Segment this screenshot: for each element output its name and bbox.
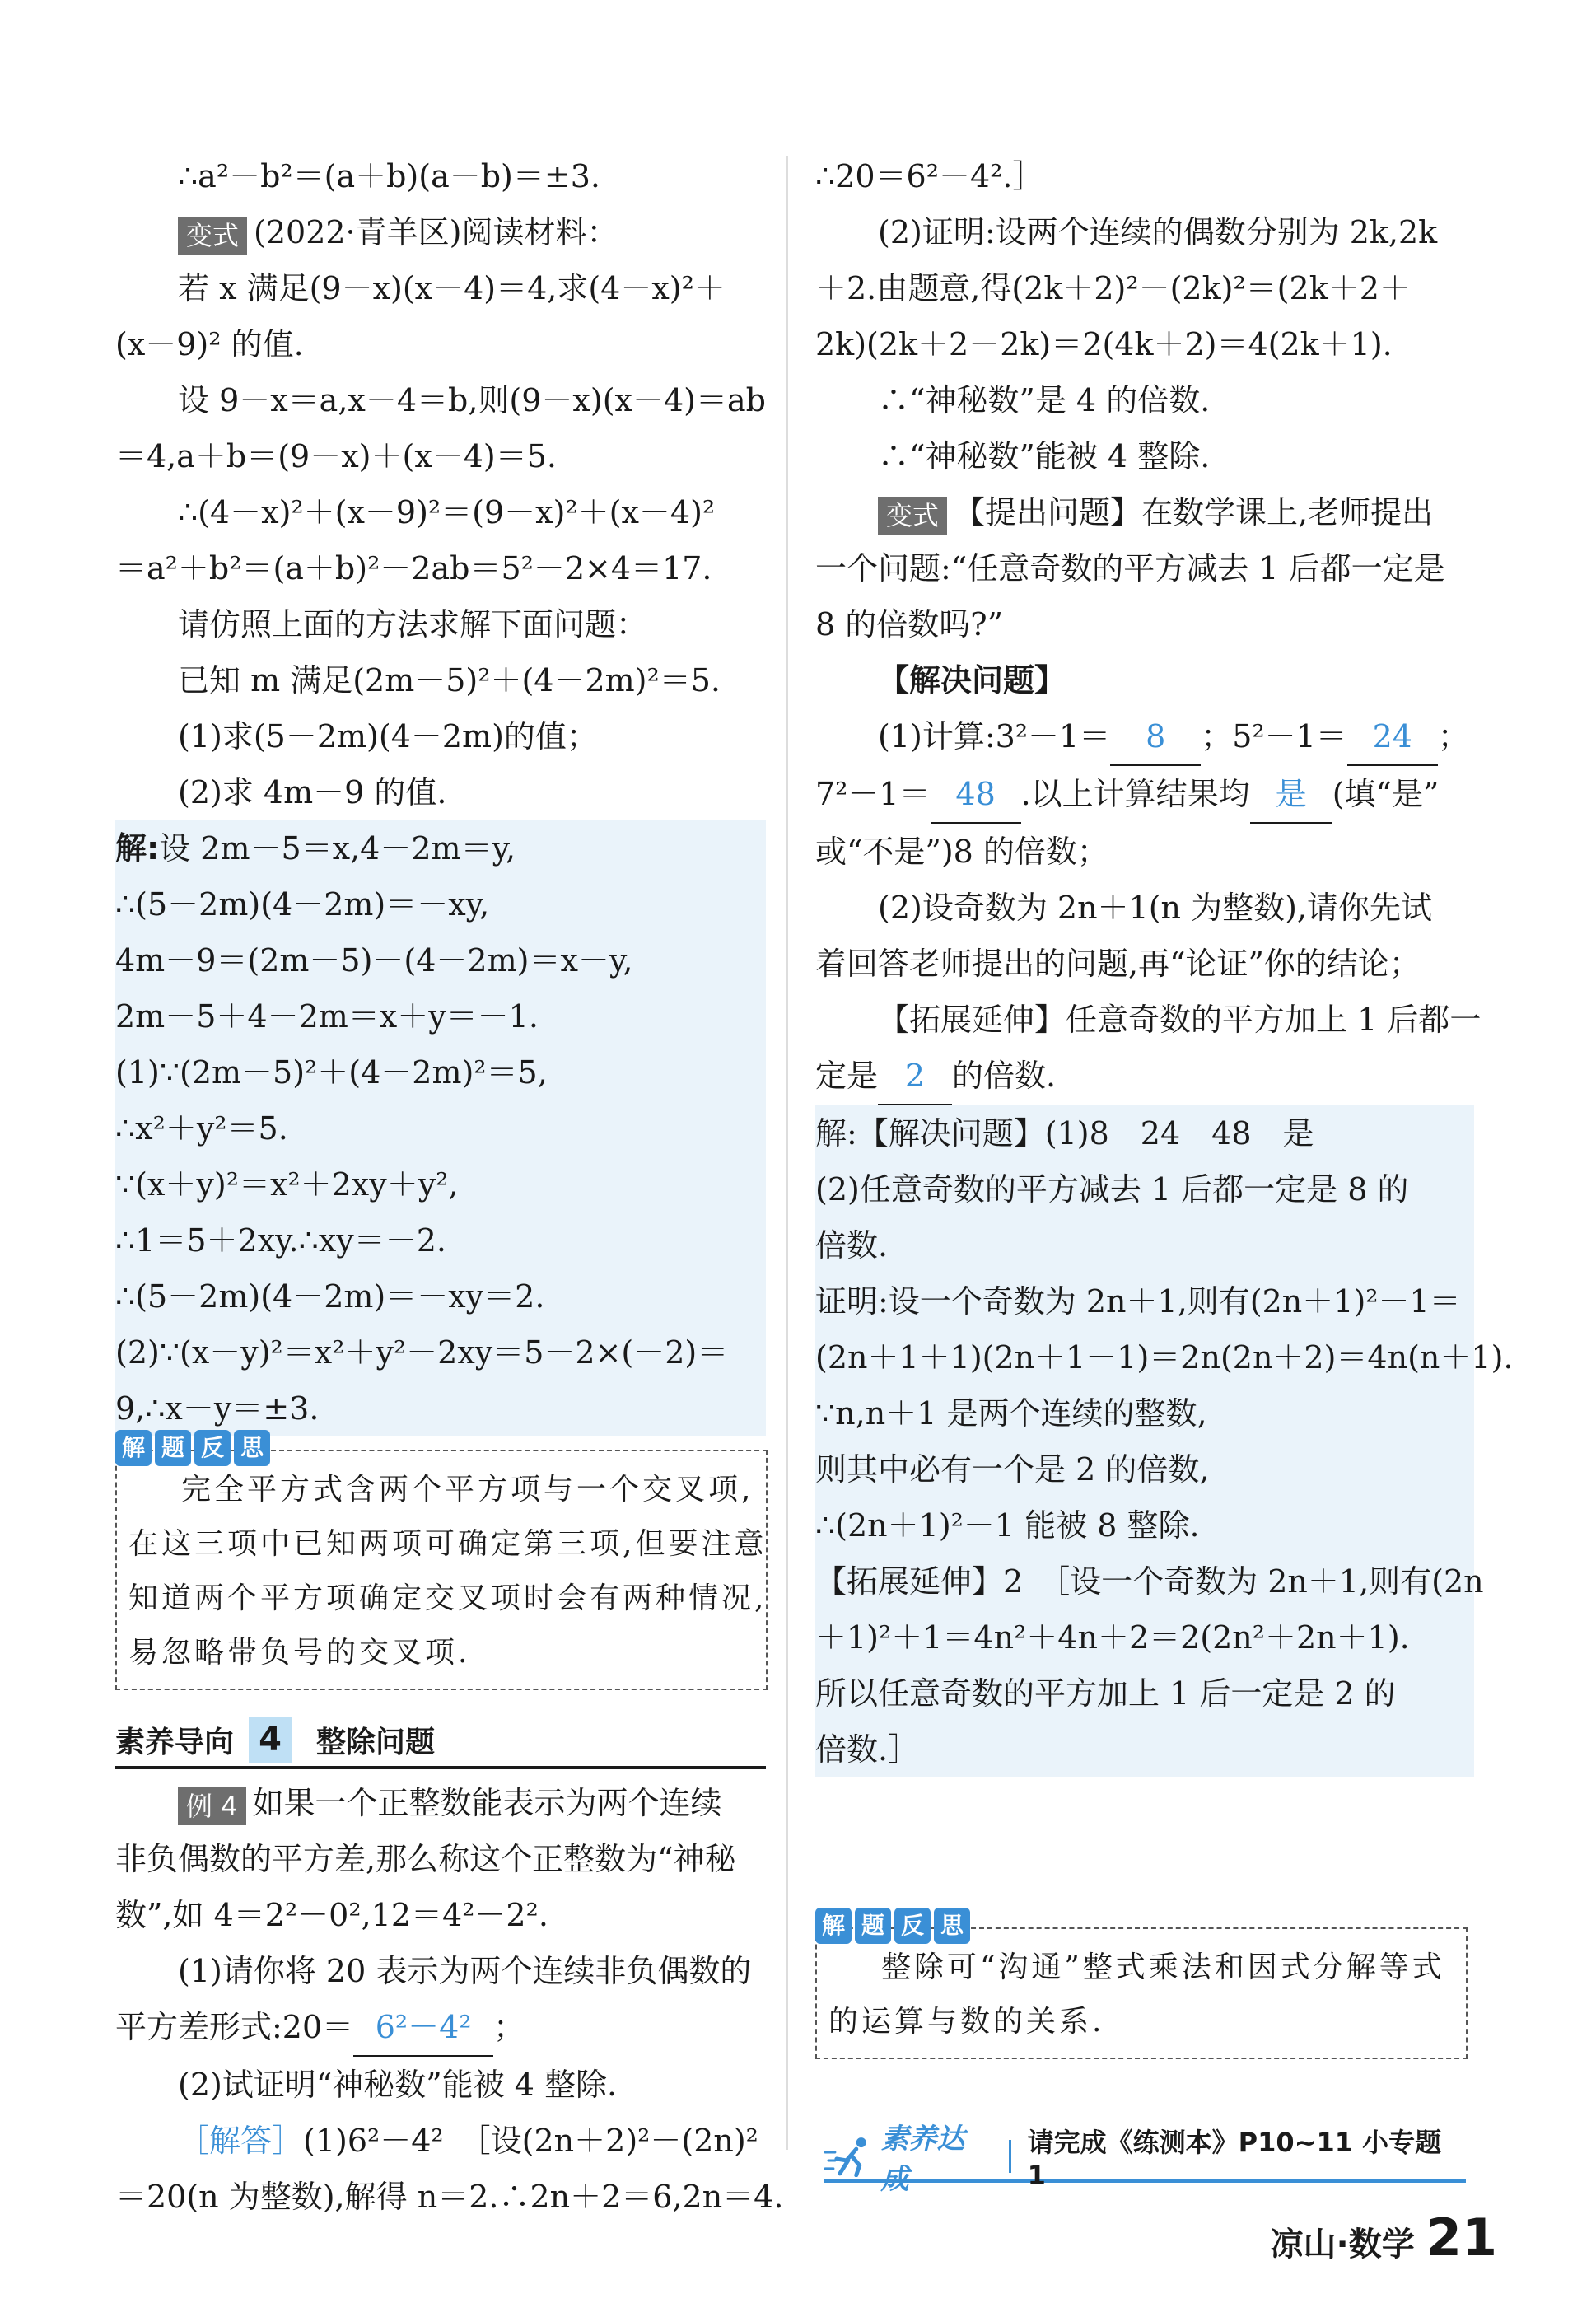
text-line: 数”,如 4＝2²－0²,12＝4²－2². xyxy=(115,1897,548,1933)
badge-char: 题 xyxy=(855,1908,891,1944)
solution-first-line xyxy=(115,820,766,876)
badge-char: 思 xyxy=(934,1908,970,1944)
text-line: 【提出问题】在数学课上,老师提出 xyxy=(954,494,1434,530)
text-line: ∵n,n＋1 是两个连续的整数, xyxy=(815,1395,1207,1432)
column-divider xyxy=(786,156,788,2150)
reflection-box-right xyxy=(815,1912,1468,2059)
fill-line xyxy=(815,766,1474,824)
badge-char: 反 xyxy=(894,1908,931,1944)
solution-label: 解: xyxy=(115,830,160,867)
text-line: ∴“神秘数”能被 4 整除. xyxy=(878,438,1211,474)
text-line: ∵(x＋y)²＝x²＋2xy＋y², xyxy=(115,1166,459,1203)
badge-char: 解 xyxy=(115,1430,152,1466)
badge-char: 思 xyxy=(234,1430,270,1466)
runner-icon xyxy=(824,2136,881,2177)
text-line: 已知 m 满足(2m－5)²＋(4－2m)²＝5. xyxy=(178,662,721,698)
text-line: ∴(5－2m)(4－2m)＝－xy, xyxy=(115,886,490,923)
text-line: 设 9－x＝a,x－4＝b,则(9－x)(x－4)＝ab xyxy=(178,382,766,418)
left-column xyxy=(115,148,766,1436)
text-line: ∴(5－2m)(4－2m)＝－xy＝2. xyxy=(115,1278,545,1315)
answer-blank: 2 xyxy=(878,1048,952,1105)
text-line: 完全平方式含两个平方项与一个交叉项, xyxy=(181,1473,754,1507)
reflection-badge xyxy=(815,1908,970,1944)
answer-blank: 24 xyxy=(1347,708,1438,766)
section-number: 4 xyxy=(249,1717,292,1763)
text-line: 【解决问题】 xyxy=(878,662,1066,698)
text-line: (1)求(5－2m)(4－2m)的值； xyxy=(178,718,598,754)
fill-line xyxy=(815,1048,1474,1105)
answer-blank: 是 xyxy=(1250,766,1332,824)
example-tag: 例 4 xyxy=(178,1787,246,1825)
text-line: 知道两个平方项确定交叉项时会有两种情况, xyxy=(128,1581,768,1615)
footer-label: 凉山·数学 xyxy=(1270,2226,1415,2263)
text-line: 【拓展延伸】2 ［设一个奇数为 2n＋1,则有(2n xyxy=(815,1563,1484,1600)
text-line: 倍数.］ xyxy=(815,1731,920,1768)
example-block xyxy=(115,1775,784,2225)
text-line: (x－9)² 的值. xyxy=(115,326,304,362)
text-line: 2m－5＋4－2m＝x＋y＝－1. xyxy=(115,998,539,1035)
text-line: (2)试证明“神秘数”能被 4 整除. xyxy=(178,2067,618,2103)
text-span: 的倍数. xyxy=(952,1058,1057,1094)
text-line: 倍数. xyxy=(815,1227,889,1264)
text-line: (2022·青羊区)阅读材料： xyxy=(254,214,618,250)
fill-line xyxy=(115,1999,766,2057)
text-line: (2)任意奇数的平方减去 1 后都一定是 8 的 xyxy=(815,1171,1409,1208)
text-line: ＋1)²＋1＝4n²＋4n＋2＝2(2n²＋2n＋1). xyxy=(815,1619,1410,1656)
text-line: ∴“神秘数”是 4 的倍数. xyxy=(878,382,1211,418)
answer-blank: 8 xyxy=(1110,708,1201,766)
text-span: (填“是” xyxy=(1332,776,1440,812)
text-line: (1)∵(2m－5)²＋(4－2m)²＝5, xyxy=(115,1054,548,1091)
badge-char: 解 xyxy=(815,1908,852,1944)
section-heading xyxy=(115,1713,766,1769)
text-line: 2k)(2k＋2－2k)＝2(4k＋2)＝4(2k＋1). xyxy=(815,326,1393,362)
text-line: ∴1＝5＋2xy.∴xy＝－2. xyxy=(115,1222,446,1259)
text-line: 则其中必有一个是 2 的倍数, xyxy=(815,1451,1210,1488)
reflection-badge xyxy=(115,1430,270,1466)
text-line: 9,∴x－y＝±3. xyxy=(115,1390,320,1427)
text-line: 的运算与数的关系. xyxy=(828,2005,1105,2039)
text-line: 请仿照上面的方法求解下面问题： xyxy=(178,606,648,642)
text-line: 一个问题:“任意奇数的平方减去 1 后都一定是 xyxy=(815,550,1445,586)
reflection-box-left xyxy=(115,1434,768,1690)
solution-block xyxy=(815,1105,1514,1777)
footer-badge: 素养达成 xyxy=(880,2123,965,2196)
fill-line xyxy=(815,708,1474,766)
footer-divider xyxy=(1009,2140,1011,2173)
text-span: ； xyxy=(1437,718,1469,754)
text-line: ＝20(n 为整数),解得 n＝2.∴2n＋2＝6,2n＝4. xyxy=(115,2179,784,2215)
section-title: 整除问题 xyxy=(316,1725,436,1759)
practice-link[interactable] xyxy=(824,2123,1466,2196)
text-line: (2)求 4m－9 的值. xyxy=(178,774,447,810)
text-span: 平方差形式:20＝ xyxy=(115,2009,354,2045)
text-line: 8 的倍数吗?” xyxy=(815,606,1004,642)
text-span: (1)计算:3²－1＝ xyxy=(878,718,1111,754)
page-number: 21 xyxy=(1426,2207,1497,2268)
example-heading xyxy=(115,1775,766,1831)
text-line: ＝4,a＋b＝(9－x)＋(x－4)＝5. xyxy=(115,438,558,474)
text-line: 如果一个正整数能表示为两个连续 xyxy=(252,1785,722,1821)
text-line: 在这三项中已知两项可确定第三项,但要注意 xyxy=(128,1527,768,1561)
solution-block xyxy=(115,820,766,1436)
answer-label: ［解答］ xyxy=(178,2123,304,2159)
variant-heading xyxy=(815,484,1474,540)
text-line: (2n＋1＋1)(2n＋1－1)＝2n(2n＋2)＝4n(n＋1). xyxy=(815,1339,1514,1376)
text-line: 证明:设一个奇数为 2n＋1,则有(2n＋1)²－1＝ xyxy=(815,1283,1461,1320)
text-line: (2)∵(x－y)²＝x²＋y²－2xy＝5－2×(－2)＝ xyxy=(115,1334,729,1371)
text-line: 非负偶数的平方差,那么称这个正整数为“神秘 xyxy=(115,1841,736,1877)
text-span: 7²－1＝ xyxy=(815,776,931,812)
answer-blank: 48 xyxy=(931,766,1021,824)
text-line: ∴x²＋y²＝5. xyxy=(115,1110,288,1147)
text-line: 整除可“沟通”整式乘法和因式分解等式 xyxy=(881,1950,1445,1984)
text-line: ∴a²－b²＝(a＋b)(a－b)＝±3. xyxy=(178,158,600,194)
text-line: (2)证明:设两个连续的偶数分别为 2k,2k xyxy=(878,214,1438,250)
text-line: 易忽略带负号的交叉项. xyxy=(128,1636,471,1670)
right-column xyxy=(815,148,1514,1777)
text-line: (1)6²－4² ［设(2n＋2)²－(2n)² xyxy=(303,2123,758,2159)
variant-tag: 变式 xyxy=(178,217,247,255)
answer-line xyxy=(115,2113,766,2169)
text-line: 【拓展延伸】任意奇数的平方加上 1 后都一 xyxy=(878,1002,1482,1038)
text-line: 着回答老师提出的问题,再“论证”你的结论； xyxy=(815,946,1421,982)
answer-blank: 6²－4² xyxy=(353,1999,493,2057)
text-line: 设 2m－5＝x,4－2m＝y, xyxy=(159,830,516,867)
text-span: ；5²－1＝ xyxy=(1201,718,1347,754)
text-span: .以上计算结果均 xyxy=(1020,776,1250,812)
badge-char: 题 xyxy=(155,1430,191,1466)
text-span: ； xyxy=(493,2009,525,2045)
text-line: 若 x 满足(9－x)(x－4)＝4,求(4－x)²＋ xyxy=(178,270,726,306)
text-line: 4m－9＝(2m－5)－(4－2m)＝x－y, xyxy=(115,942,633,979)
text-line: ＝a²＋b²＝(a＋b)²－2ab＝5²－2×4＝17. xyxy=(115,550,712,586)
text-line: 或“不是”)8 的倍数； xyxy=(815,834,1108,870)
page-footer xyxy=(1271,2207,1497,2268)
badge-char: 反 xyxy=(194,1430,231,1466)
section-label: 素养导向 xyxy=(115,1725,235,1759)
variant-heading xyxy=(115,204,766,260)
text-line: (2)设奇数为 2n＋1(n 为整数),请你先试 xyxy=(878,890,1433,926)
text-line: 所以任意奇数的平方加上 1 后一定是 2 的 xyxy=(815,1675,1396,1712)
variant-tag: 变式 xyxy=(878,497,947,535)
text-line: ∴20＝6²－4².］ xyxy=(815,158,1044,194)
text-line: ∴(2n＋1)²－1 能被 8 整除. xyxy=(815,1507,1200,1544)
footer-text: 请完成《练测本》P10~11 小专题 1 xyxy=(1027,2127,1442,2191)
text-span: 定是 xyxy=(815,1058,879,1094)
text-line: 解:【解决问题】(1)8 24 48 是 xyxy=(815,1115,1314,1151)
text-line: ＋2.由题意,得(2k＋2)²－(2k)²＝(2k＋2＋ xyxy=(815,270,1411,306)
text-line: ∴(4－x)²＋(x－9)²＝(9－x)²＋(x－4)² xyxy=(178,494,716,530)
text-line: (1)请你将 20 表示为两个连续非负偶数的 xyxy=(178,1953,752,1989)
